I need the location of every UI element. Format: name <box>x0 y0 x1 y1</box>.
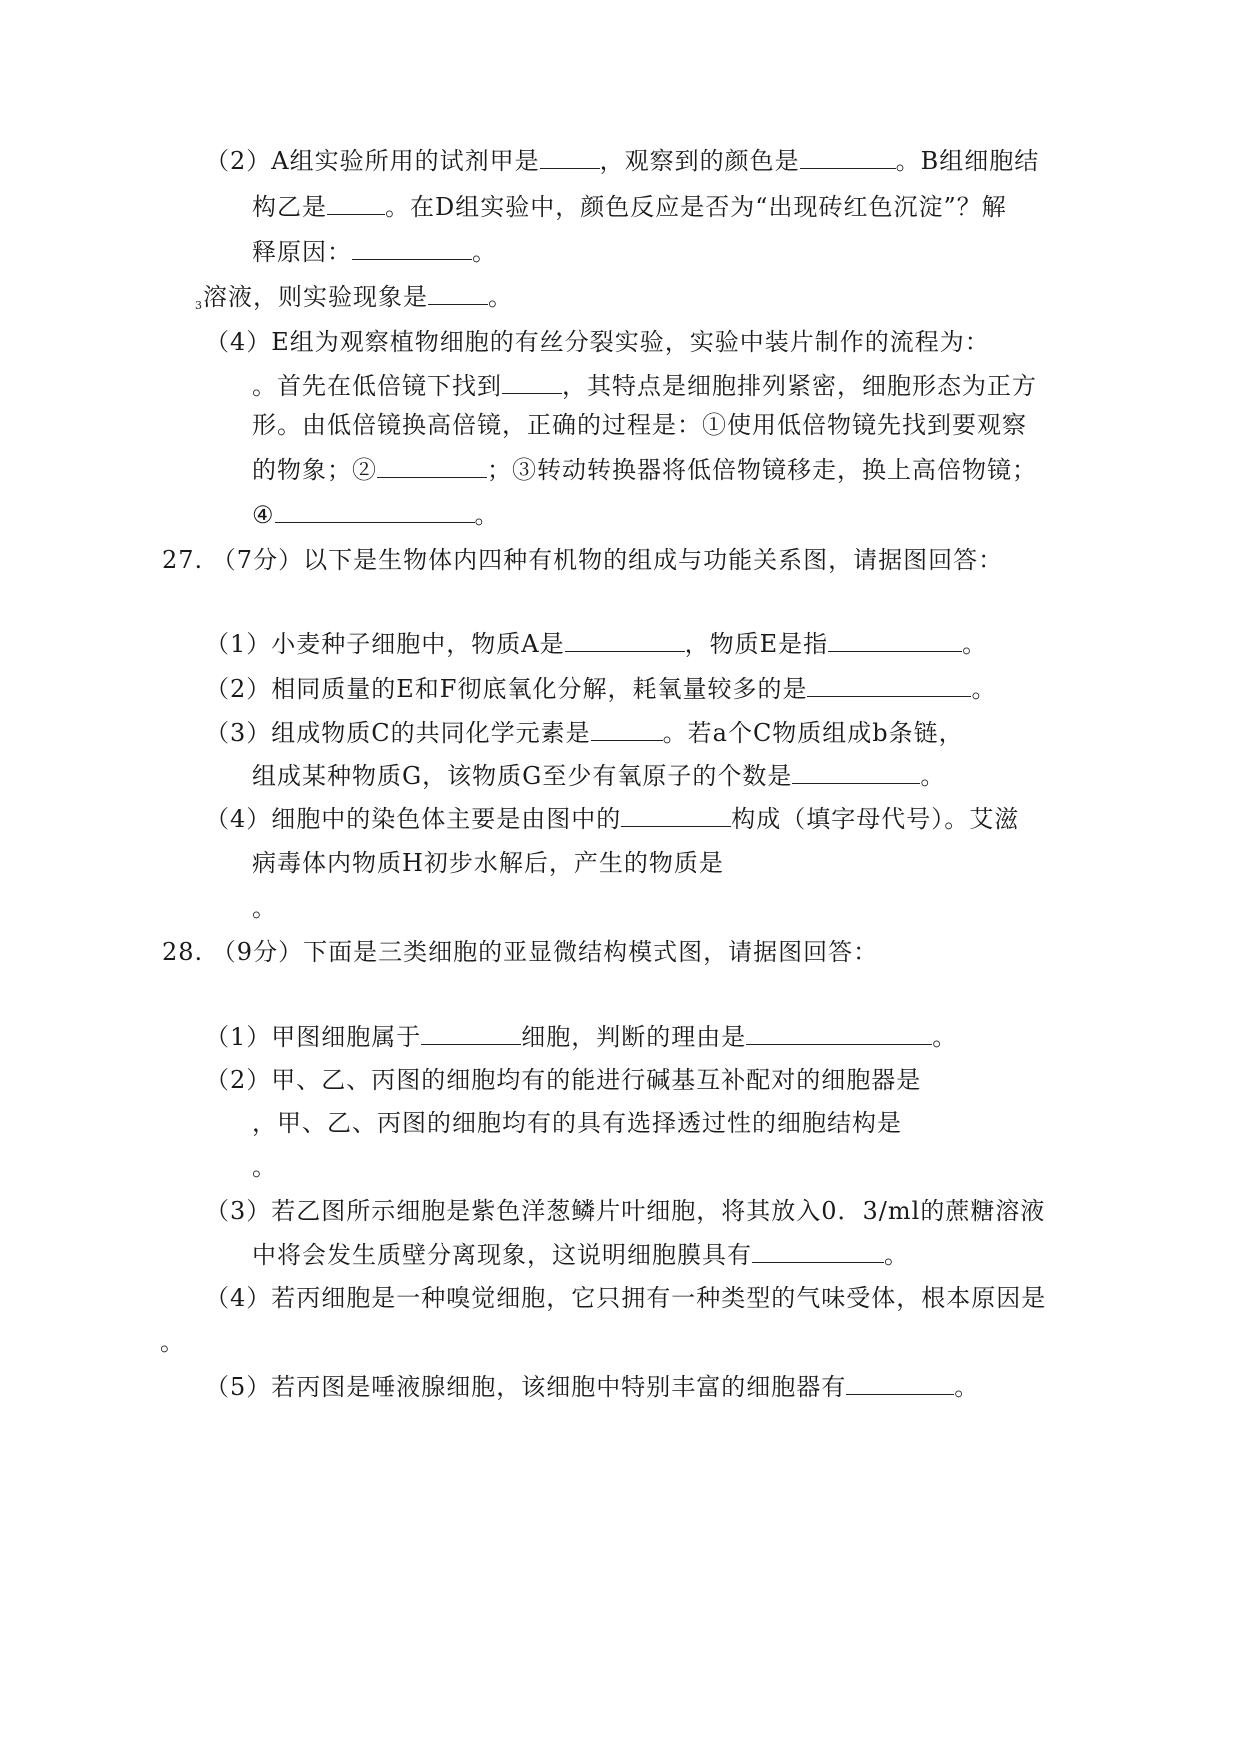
text: ，其特点是细胞排列紧密，细胞形态为正方 <box>562 372 1037 400</box>
q27-part3-line1 <box>205 718 964 748</box>
q26-part3-line <box>195 282 513 321</box>
text: 释原因： <box>252 238 352 266</box>
text: 。 <box>962 630 988 658</box>
q26-part4-line3: 形。由低倍镜换高倍镜，正确的过程是：①使用低倍物镜先找到要观察 <box>252 411 1027 439</box>
answer-blank[interactable] <box>846 1372 954 1395</box>
answer-blank[interactable] <box>540 146 600 169</box>
text: 的物象；② <box>252 456 377 484</box>
q28-part5 <box>205 1372 979 1402</box>
q28-part4-line1: （4）若丙细胞是一种嗅觉细胞，它只拥有一种类型的气味受体，根本原因是 <box>205 1284 1047 1312</box>
text: （3）组成物质C的共同化学元素是 <box>205 719 591 747</box>
answer-blank[interactable] <box>502 371 562 394</box>
q26-part4-line2 <box>252 371 1037 401</box>
text: 。 <box>488 283 513 311</box>
text: 。 <box>474 501 500 529</box>
text: （1）甲图细胞属于 <box>205 1023 422 1051</box>
answer-blank[interactable] <box>428 282 488 305</box>
text: 。 <box>884 1241 909 1269</box>
text: 溶液，则实验现象是 <box>203 283 428 311</box>
text: 中将会发生质壁分离现象，这说明细胞膜具有 <box>252 1241 752 1269</box>
text: 细胞，判断的理由是 <box>521 1023 747 1051</box>
q27-part2 <box>205 674 996 704</box>
answer-blank[interactable] <box>352 237 472 260</box>
q28-part3-line1: （3）若乙图所示细胞是紫色洋葱鳞片叶细胞，将其放入0．3/ml的蔗糖溶液 <box>205 1197 1046 1225</box>
q26-part4-line5 <box>252 500 500 530</box>
q26-part4-line4 <box>252 455 1037 485</box>
q28-part1 <box>205 1022 957 1052</box>
answer-blank[interactable] <box>621 804 731 827</box>
q26-part2-line3 <box>252 237 497 267</box>
q28-heading: 28. （9分）下面是三类细胞的亚显微结构模式图，请据图回答： <box>162 938 879 966</box>
q26-part4-line1: （4）E组为观察植物细胞的有丝分裂实验，实验中装片制作的流程为： <box>205 328 990 356</box>
answer-blank[interactable] <box>792 761 920 784</box>
q26-part2-line2 <box>252 192 1007 222</box>
q28-part2-line1: （2）甲、乙、丙图的细胞均有的能进行碱基互补配对的细胞器是 <box>205 1066 922 1094</box>
text: 构乙是 <box>252 193 327 221</box>
q27-part1 <box>205 629 987 659</box>
answer-blank[interactable] <box>421 1022 521 1045</box>
answer-blank[interactable] <box>807 674 971 697</box>
text: 。在D组实验中，颜色反应是否为“出现砖红色沉淀”？解 <box>385 193 1007 221</box>
text: （5）若丙图是唾液腺细胞，该细胞中特别丰富的细胞器有 <box>205 1373 847 1401</box>
text: 组成某种物质G，该物质G至少有氧原子的个数是 <box>252 762 793 790</box>
text: 。 <box>472 238 497 266</box>
text: 。 <box>971 675 997 703</box>
text: 。若a个C物质组成b条链， <box>662 719 964 747</box>
text: ，物质E是指 <box>684 630 829 658</box>
text: ；③转动转换器将低倍物镜移走，换上高倍物镜； <box>487 456 1037 484</box>
text: 。 <box>954 1373 980 1401</box>
q27-part4-line2: 病毒体内物质H初步水解后，产生的物质是 <box>252 849 724 877</box>
subscript: 3 <box>195 299 203 312</box>
text: （1）小麦种子细胞中，物质A是 <box>205 630 565 658</box>
answer-blank[interactable] <box>828 629 962 652</box>
text: 。 <box>920 762 946 790</box>
text: （2）相同质量的E和F彻底氧化分解，耗氧量较多的是 <box>205 675 808 703</box>
q28-part2-line3: 。 <box>252 1153 277 1181</box>
q28-part3-line2 <box>252 1240 909 1270</box>
q26-part2-line1 <box>205 146 1039 176</box>
answer-blank[interactable] <box>752 1240 884 1263</box>
text: 构成（填字母代号）。艾滋 <box>731 805 1020 833</box>
text: （4）细胞中的染色体主要是由图中的 <box>205 805 622 833</box>
text: ，观察到的颜色是 <box>599 147 800 175</box>
q27-part3-line2 <box>252 761 945 791</box>
q27-heading: 27. （7分）以下是生物体内四种有机物的组成与功能关系图，请据图回答： <box>162 546 1004 574</box>
q28-part2-line2: ，甲、乙、丙图的细胞均有的具有选择透过性的细胞结构是 <box>252 1109 902 1137</box>
answer-blank[interactable] <box>591 718 663 741</box>
text: 。B组细胞结 <box>895 147 1040 175</box>
answer-blank[interactable] <box>327 192 385 215</box>
answer-blank[interactable] <box>275 500 475 523</box>
answer-blank[interactable] <box>377 455 487 478</box>
text: 。 <box>932 1023 958 1051</box>
q28-part4-line2: 。 <box>160 1328 185 1356</box>
q27-part4-line1 <box>205 804 1019 834</box>
q27-part4-line3: 。 <box>252 894 277 922</box>
text: ④ <box>252 501 275 529</box>
answer-blank[interactable] <box>746 1022 932 1045</box>
text: （2）A组实验所用的试剂甲是 <box>205 147 540 175</box>
answer-blank[interactable] <box>565 629 685 652</box>
answer-blank[interactable] <box>800 146 896 169</box>
text: 。首先在低倍镜下找到 <box>252 372 502 400</box>
